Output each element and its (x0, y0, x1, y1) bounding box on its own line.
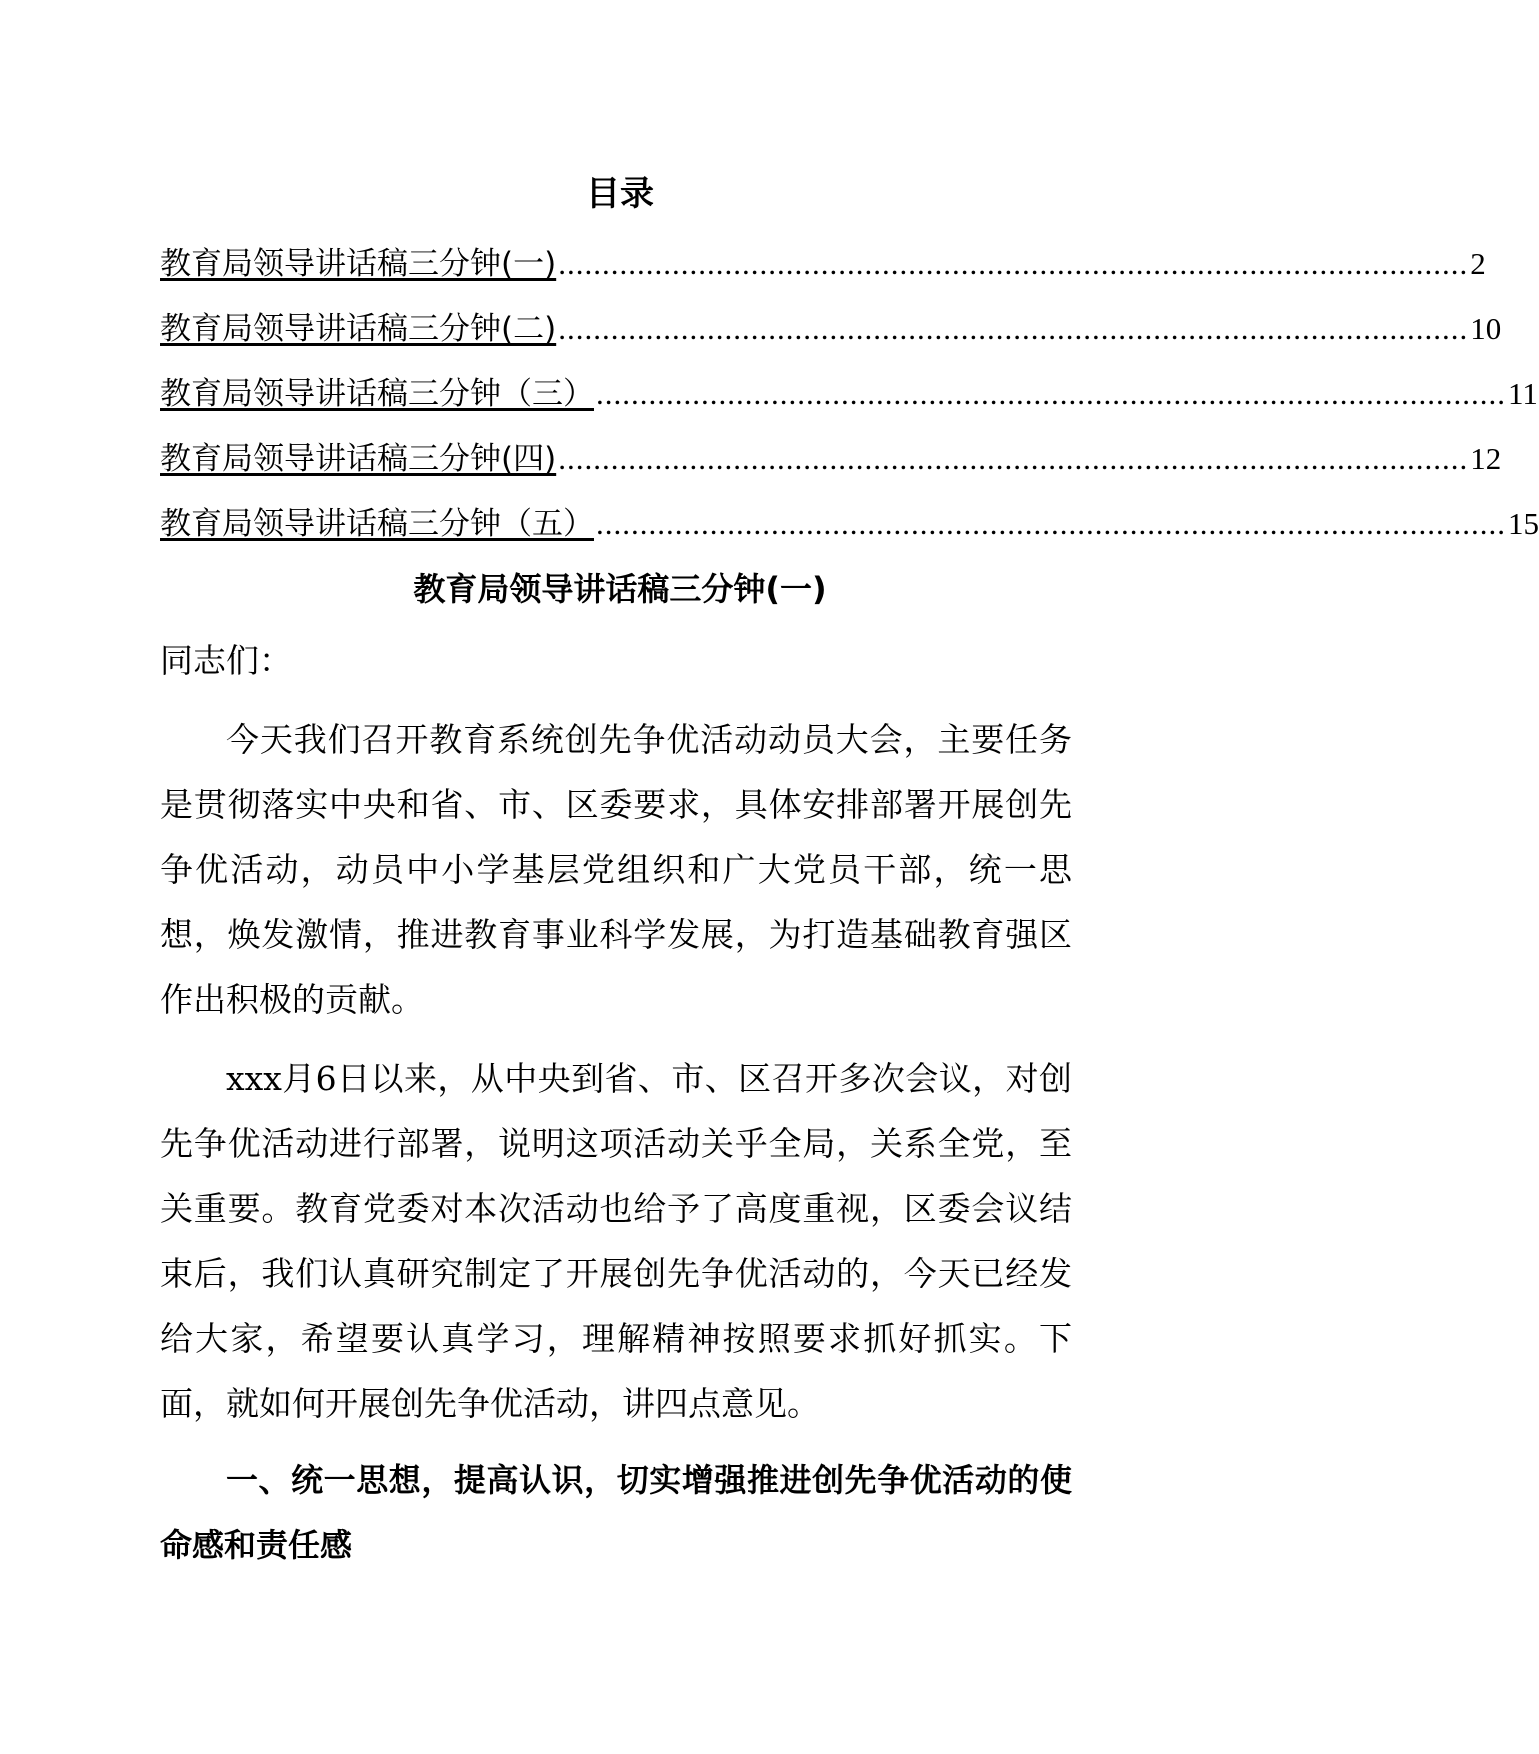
toc-item-5[interactable] (160, 498, 1539, 563)
body-paragraph: xxx月6日以来，从中央到省、市、区召开多次会议，对创先争优活动进行部署，说明这项活动关乎全局，关系全党，至关重要。教育党委对本次活动也给予了高度重视，区委会议结束后，我们认真研究制定了开展创先争优活动的，今天已经发给大家，希望要认真学习，理解精神按照要求抓好抓实。下面，就如何开展创先争优活动，讲四点意见。 (160, 1059, 1072, 1423)
speech-body (160, 628, 1072, 1578)
toc-item-2[interactable] (160, 303, 1502, 368)
toc-item-1[interactable] (160, 238, 1486, 303)
toc-item-label[interactable]: 教育局领导讲话稿三分钟(四) (160, 441, 557, 477)
section-heading: 一、统一思想，提高认识，切实增强推进创先争优活动的使命感和责任感 (160, 1461, 1072, 1564)
toc-item-label[interactable]: 教育局领导讲话稿三分钟（五） (160, 506, 594, 542)
toc-leader-dots: ........................................................................................................ (596, 376, 1506, 411)
toc-item-label[interactable]: 教育局领导讲话稿三分钟(二) (160, 311, 557, 347)
section-title: 教育局领导讲话稿三分钟(一) (413, 570, 827, 608)
toc-page-number: 11 (1508, 376, 1538, 411)
toc-page-number: 15 (1508, 506, 1539, 541)
toc-title: 目录 (586, 174, 654, 214)
salutation: 同志们： (160, 641, 292, 680)
toc-leader-dots: ........................................................................................................ (558, 246, 1469, 281)
toc-leader-dots: ........................................................................................................ (558, 311, 1469, 346)
toc-item-4[interactable] (160, 433, 1502, 498)
toc-page-number: 12 (1470, 441, 1502, 476)
toc-item-3[interactable] (160, 368, 1538, 433)
table-of-contents (160, 238, 1539, 563)
body-paragraph: 今天我们召开教育系统创先争优活动动员大会，主要任务是贯彻落实中央和省、市、区委要求，具体安排部署开展创先争优活动，动员中小学基层党组织和广大党员干部，统一思想，焕发激情，推进教育事业科学发展，为打造基础教育强区作出积极的贡献。 (160, 720, 1072, 1019)
toc-item-label[interactable]: 教育局领导讲话稿三分钟(一) (160, 246, 557, 282)
toc-page-number: 2 (1470, 246, 1486, 281)
toc-leader-dots: ........................................................................................................ (596, 506, 1506, 541)
toc-page-number: 10 (1470, 311, 1502, 346)
toc-item-label[interactable]: 教育局领导讲话稿三分钟（三） (160, 376, 594, 412)
toc-leader-dots: ........................................................................................................ (558, 441, 1469, 476)
